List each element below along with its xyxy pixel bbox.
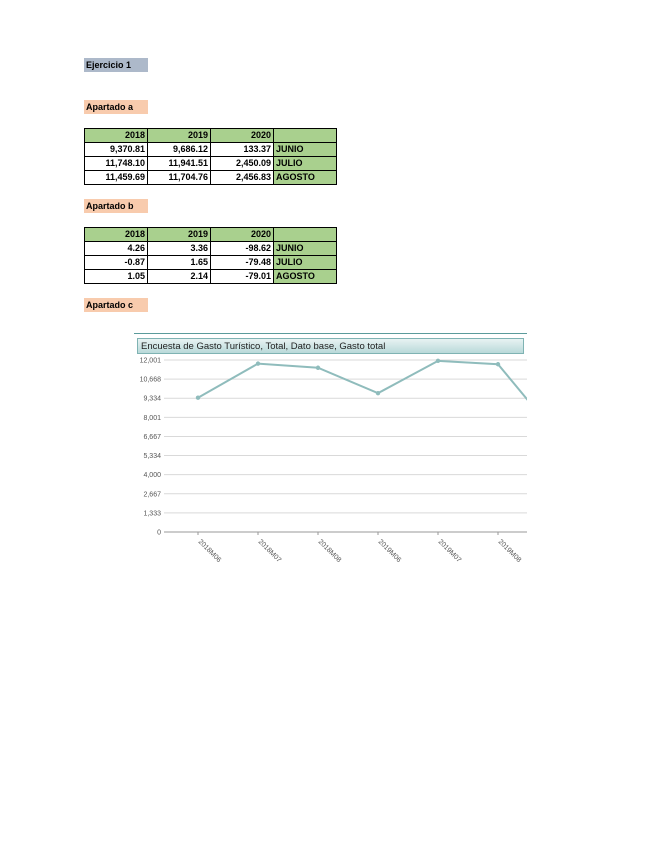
cell-2019: 2.14 [148,270,211,284]
data-point [196,395,200,399]
chart-top-border [134,333,527,334]
header-2020: 2020 [211,228,274,242]
table-row [85,143,337,157]
cell-month: JULIO [274,157,337,171]
ejercicio-label: Ejercicio 1 [84,58,148,72]
cell-2018: 1.05 [85,270,148,284]
y-tick-label: 4,000 [143,472,161,480]
apartado-a-label: Apartado a [84,100,148,114]
header-2019: 2019 [148,228,211,242]
table-row [85,256,337,270]
header-2020: 2020 [211,129,274,143]
y-tick-label: 10,668 [139,376,161,384]
cell-2020: -98.62 [211,242,274,256]
header-2018: 2018 [85,228,148,242]
data-point [316,366,320,370]
y-tick-label: 2,667 [143,491,161,499]
cell-2020: 2,450.09 [211,157,274,171]
cell-2018: 9,370.81 [85,143,148,157]
chart-container [134,333,527,578]
x-tick-label: 2019M07 [436,538,463,565]
y-tick-label: 6,667 [143,433,161,441]
x-tick-label: 2019M08 [496,538,523,565]
cell-2020: 133.37 [211,143,274,157]
header-2019: 2019 [148,129,211,143]
cell-month: AGOSTO [274,270,337,284]
cell-month: JULIO [274,256,337,270]
header-month [274,228,337,242]
y-tick-label: 0 [157,529,161,537]
cell-month: JUNIO [274,242,337,256]
cell-2020: 2,456.83 [211,171,274,185]
x-tick-label: 2018M08 [316,538,343,565]
table-row [85,171,337,185]
apartado-b-table [84,227,337,284]
apartado-b-label: Apartado b [84,199,148,213]
apartado-a-table [84,128,337,185]
line-chart [134,355,527,578]
table-header-row [85,129,337,143]
cell-2020: -79.48 [211,256,274,270]
y-tick-label: 5,334 [143,453,161,461]
cell-2018: 11,748.10 [85,157,148,171]
table-header-row [85,228,337,242]
data-point [496,362,500,366]
table-row [85,242,337,256]
x-tick-label: 2018M06 [196,538,223,565]
y-tick-label: 12,001 [139,357,161,365]
cell-2019: 11,704.76 [148,171,211,185]
cell-2018: -0.87 [85,256,148,270]
data-point [436,359,440,363]
y-tick-label: 8,001 [143,414,161,422]
cell-2019: 11,941.51 [148,157,211,171]
cell-month: JUNIO [274,143,337,157]
y-tick-label: 9,334 [143,395,161,403]
data-point [376,391,380,395]
header-month [274,129,337,143]
cell-2019: 9,686.12 [148,143,211,157]
cell-2018: 11,459.69 [85,171,148,185]
table-row [85,157,337,171]
x-tick-label: 2019M06 [376,538,403,565]
cell-2018: 4.26 [85,242,148,256]
data-point [256,361,260,365]
header-2018: 2018 [85,129,148,143]
cell-month: AGOSTO [274,171,337,185]
table-row [85,270,337,284]
apartado-c-label: Apartado c [84,298,148,312]
cell-2019: 3.36 [148,242,211,256]
y-tick-label: 1,333 [143,510,161,518]
chart-title: Encuesta de Gasto Turístico, Total, Dato base, Gasto total [137,338,524,354]
x-tick-label: 2018M07 [256,538,283,565]
cell-2019: 1.65 [148,256,211,270]
cell-2020: -79.01 [211,270,274,284]
